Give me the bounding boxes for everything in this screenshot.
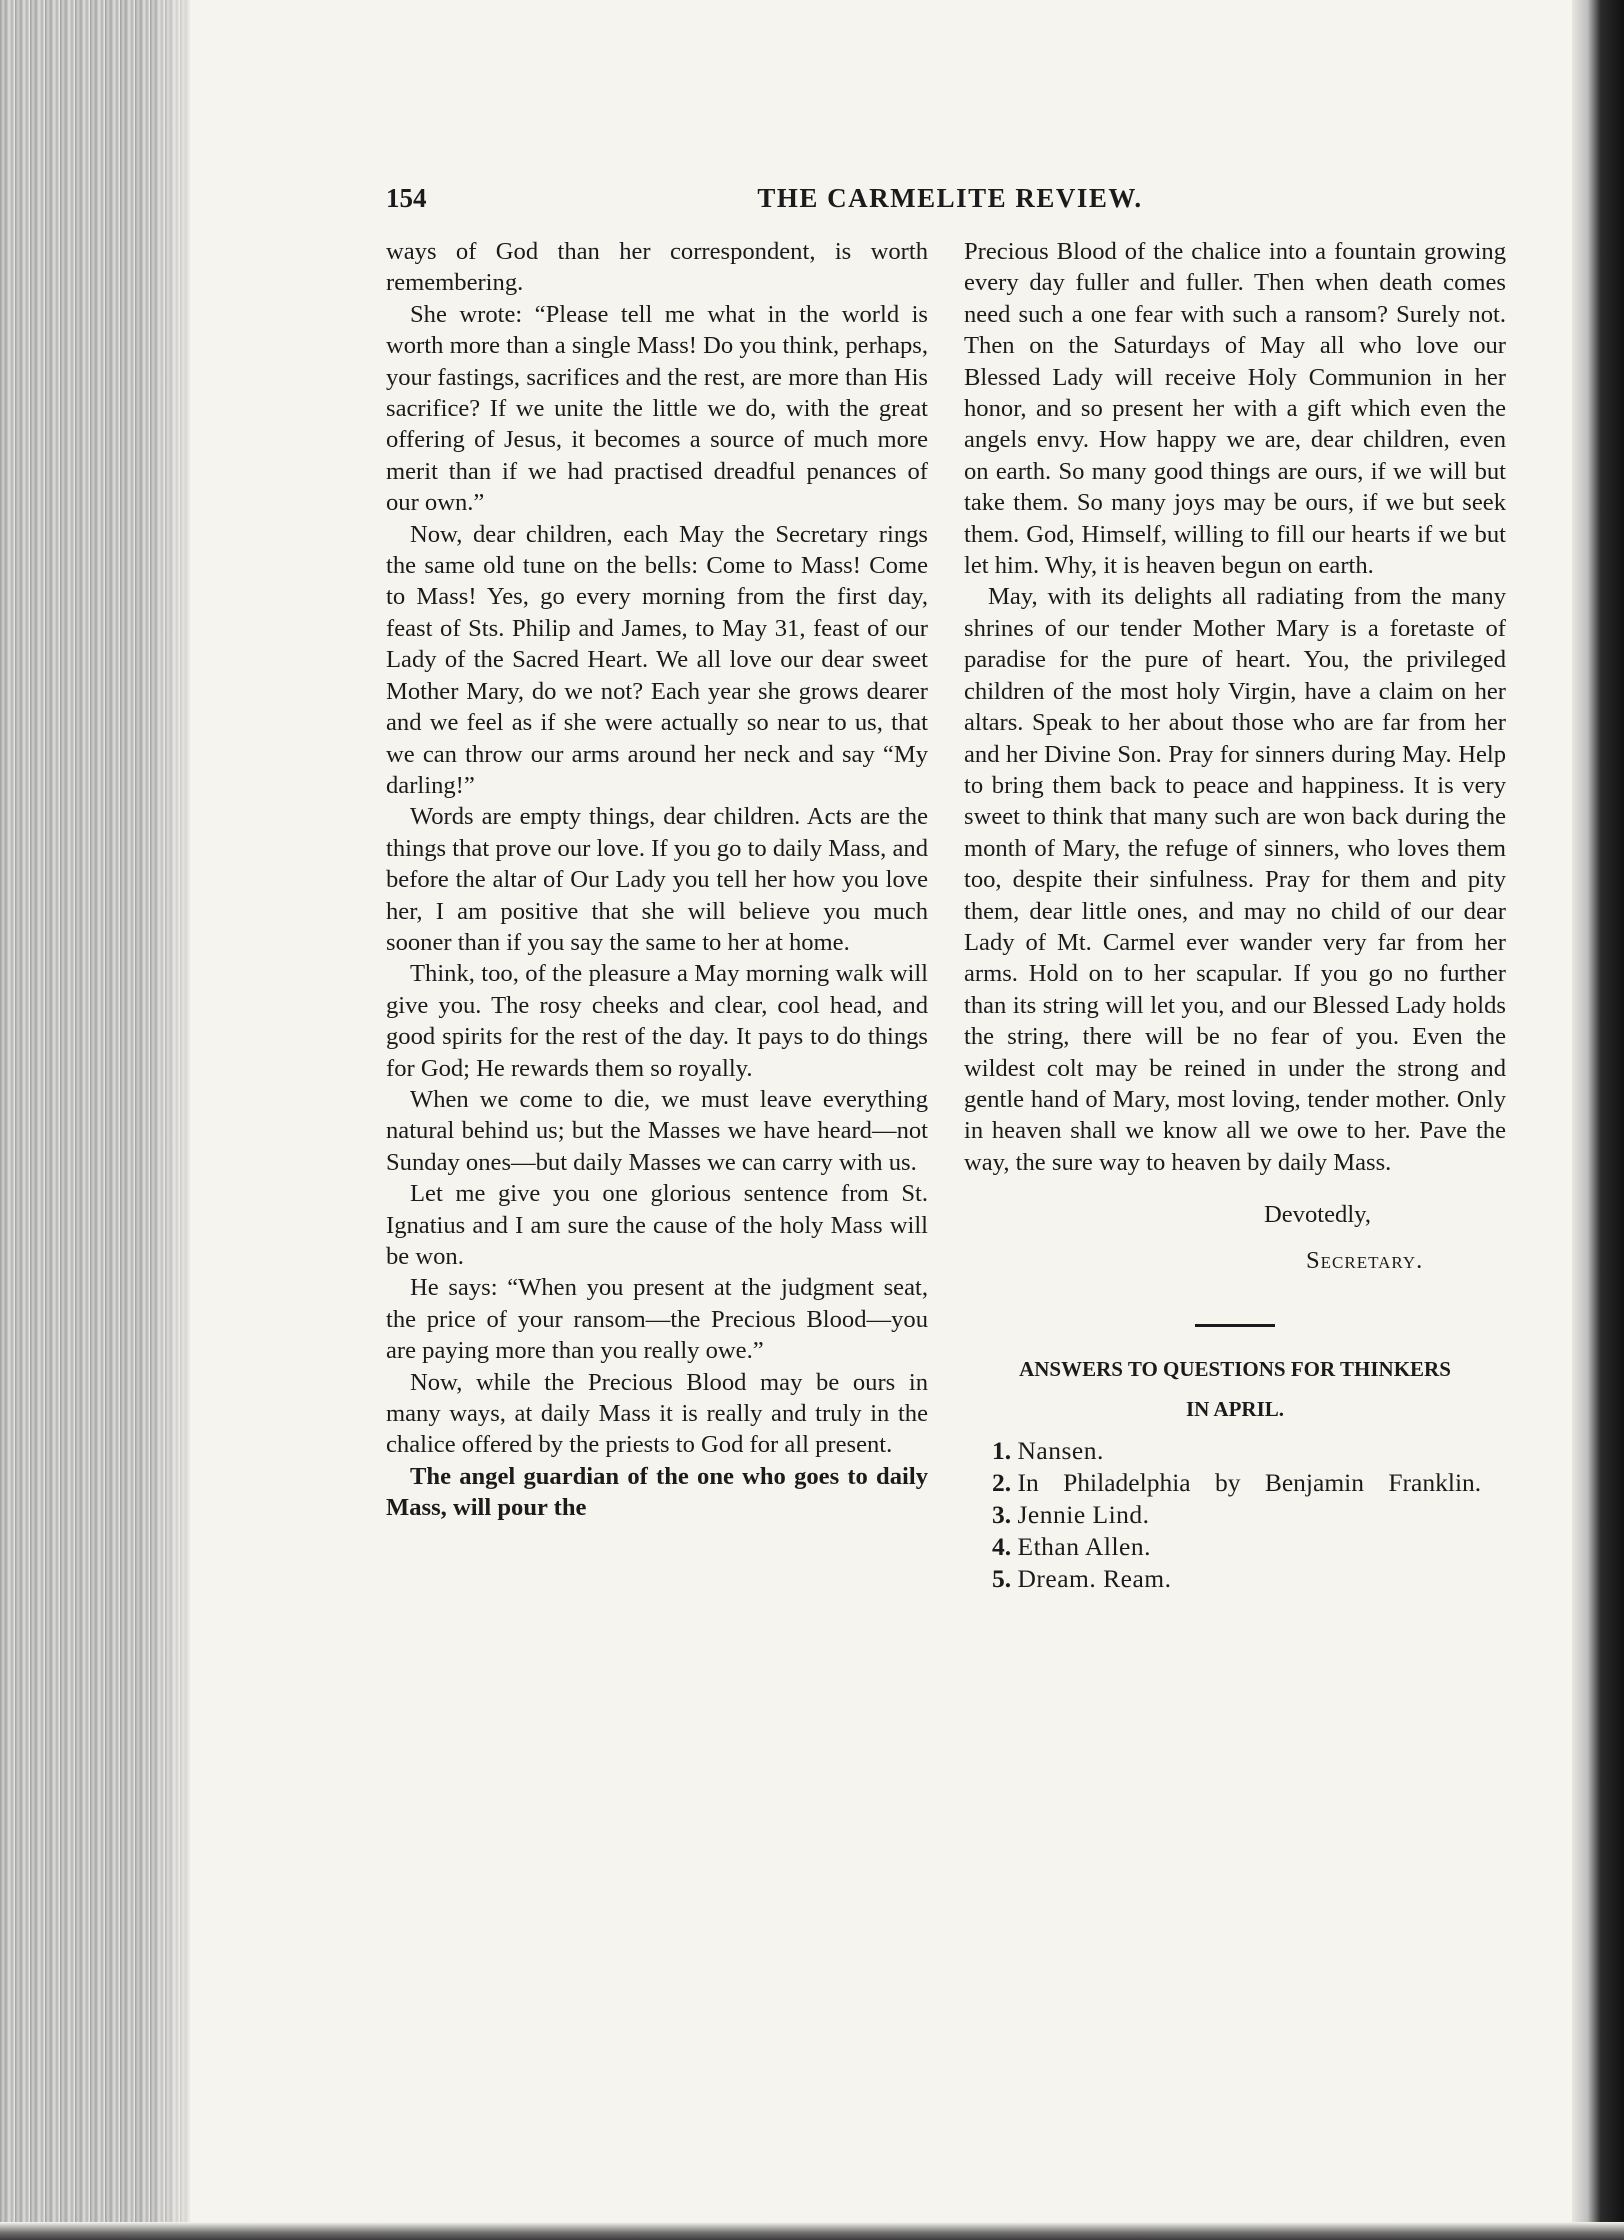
right-column <box>964 236 1506 1595</box>
answer-text: Jennie Lind. <box>1017 1500 1150 1530</box>
answer-text: Dream. Ream. <box>1017 1564 1172 1594</box>
paragraph: ways of God than her correspondent, is worth remembering. <box>386 238 928 297</box>
paragraph: Now, while the Precious Blood may be ours in many ways, at daily Mass it is really and truly in the chalice offered by the priests to God for all present. <box>386 1368 928 1459</box>
answer-number: 2. <box>992 1468 1012 1498</box>
running-title: THE CARMELITE REVIEW. <box>757 183 1143 213</box>
answer-number: 5. <box>992 1564 1012 1594</box>
closing: Devotedly, <box>1264 1201 1371 1229</box>
answers-heading <box>964 1349 1506 1429</box>
answers-list <box>964 1435 1506 1595</box>
section-divider <box>1195 1324 1275 1327</box>
paragraph: Precious Blood of the chalice into a fountain growing every day fuller and fuller. Then when death comes need such a one fear with such a ransom? Surely not. Then on the Saturdays of May all who love our Blessed Lady will receive Holy Communion in her honor, and so present her with a gift which even the angels envy. How happy we are, dear children, even on earth. So many good things are ours, if we will but take them. So many joys may be ours, if we but seek them. God, Himself, willing to fill our hearts if we but let him. Why, it is heaven begun on earth. <box>964 238 1506 580</box>
paragraph: May, with its delights all radiating from the many shrines of our tender Mother Mary is a foretaste of paradise for the pure of heart. You, the privileged children of the most holy Virgin, have a claim on her altars. Speak to her about those who are far from her and her Divine Son. Pray for sinners during May. Help to bring them back to peace and happiness. It is very sweet to think that many such are won back during the month of Mary, the refuge of sinners, who loves them too, despite their sinfulness. Pray for them and pity them, dear little ones, and may no child of our dear Lady of Mt. Carmel ever wander very far from her arms. Hold on to her scapular. If you go no further than its string will let you, and our Blessed Lady holds the string, there will be no fear of you. Even the wildest colt may be reined in under the strong and gentle hand of Mary, most loving, tender mother. Only in heaven shall we know all we owe to her. Pave the way, the sure way to heaven by daily Mass. <box>964 583 1506 1176</box>
list-item <box>964 1435 1506 1467</box>
paragraph: When we come to die, we must leave everything natural behind us; but the Masses we have heard—not Sunday ones—but daily Masses we can carry with us. <box>386 1085 928 1176</box>
paragraph: She wrote: “Please tell me what in the world is worth more than a single Mass! Do you think, perhaps, your fastings, sacrifices and the rest, are more than His sacrifice? If we unite the little we do, with the great offering of Jesus, it becomes a source of much more merit than if we had practised dreadful penances of our own.” <box>386 300 928 517</box>
answer-text: Ethan Allen. <box>1017 1532 1151 1562</box>
paragraph: Now, dear children, each May the Secretary rings the same old tune on the bells: Come to Mass! Come to Mass! Yes, go every morning from the first day, feast of Sts. Philip and James, to May 31, feast of our Lady of the Sacred Heart. We all love our dear sweet Mother Mary, do we not? Each year she grows dearer and we feel as if she were actually so near to us, that we can throw our arms around her neck and say “My darling!” <box>386 520 928 799</box>
paragraph: Let me give you one glorious sentence from St. Ignatius and I am sure the cause of the holy Mass will be won. <box>386 1180 928 1270</box>
page-bottom-edge <box>0 2222 1624 2240</box>
answer-number: 4. <box>992 1532 1012 1562</box>
paragraph: Words are empty things, dear children. Acts are the things that prove our love. If you go to daily Mass, and before the altar of Our Lady you tell her how you love her, I am positive that she will believe you much sooner than if you say the same to her at home. <box>386 803 928 956</box>
list-item <box>964 1467 1506 1499</box>
list-item <box>964 1531 1506 1563</box>
paragraph: The angel guardian of the one who goes to daily Mass, will pour the <box>386 1462 928 1522</box>
answer-number: 1. <box>992 1436 1012 1466</box>
answer-number: 3. <box>992 1500 1012 1530</box>
answer-text: Nansen. <box>1017 1436 1104 1466</box>
answer-text: In Philadelphia by Benjamin Franklin. <box>1017 1468 1482 1498</box>
running-header <box>386 183 1514 223</box>
answers-heading-line: IN APRIL. <box>1185 1397 1285 1422</box>
paragraph: He says: “When you present at the judgment seat, the price of your ransom—the Precious Blood—you are paying more than you really owe.” <box>386 1274 928 1365</box>
list-item <box>964 1499 1506 1531</box>
answers-heading-line: ANSWERS TO QUESTIONS FOR THINKERS <box>1019 1357 1451 1382</box>
list-item <box>964 1563 1506 1595</box>
book-binding-edge <box>1572 0 1624 2240</box>
paragraph: Think, too, of the pleasure a May morning walk will give you. The rosy cheeks and clear, cool head, and good spirits for the rest of the day. It pays to do things for God; He rewards them so royally. <box>386 960 928 1082</box>
left-column <box>386 236 928 1524</box>
signoff <box>964 1192 1506 1284</box>
page-number: 154 <box>386 183 427 213</box>
signature: Secretary. <box>1306 1247 1424 1275</box>
page-edge-shadow <box>150 0 210 2240</box>
